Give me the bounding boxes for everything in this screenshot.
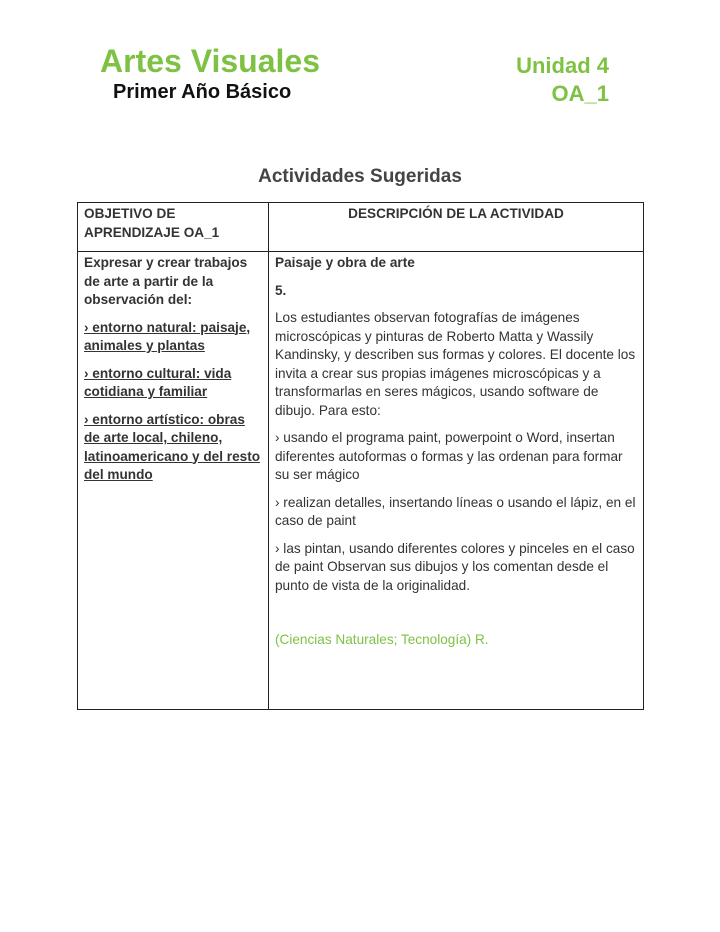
activity-step: › las pintan, usando diferentes colores y pinceles en el caso de paint Observan sus dibujos y los comentan desde el punto de vista de la originalidad. xyxy=(275,540,635,593)
activity-step: › usando el programa paint, powerpoint o Word, insertan diferentes autoformas o formas y las ordenan para formar su ser mágico xyxy=(275,430,623,482)
description-header: DESCRIPCIÓN DE LA ACTIVIDAD xyxy=(269,203,644,252)
unit-label: Unidad 4 xyxy=(516,53,609,78)
subject-title: Artes Visuales xyxy=(100,43,320,79)
objective-item: › entorno natural: paisaje, animales y plantas xyxy=(84,319,251,353)
objective-header: OBJETIVO DE APRENDIZAJE OA_1 xyxy=(78,203,269,252)
cross-curricular-links: (Ciencias Naturales; Tecnología) R. xyxy=(275,632,489,647)
activity-title: Paisaje y obra de arte xyxy=(275,255,415,270)
grade-subtitle: Primer Año Básico xyxy=(113,81,292,103)
oa-label: OA_1 xyxy=(551,81,609,106)
activity-number: 5. xyxy=(275,282,287,298)
activity-step: › realizan detalles, insertando líneas o usando el lápiz, en el caso de paint xyxy=(275,494,636,528)
activity-cell xyxy=(269,252,644,710)
activity-description: Los estudiantes observan fotografías de imágenes microscópicas y pinturas de Roberto Matta y Wassily Kandinsky, y describen sus formas y colores. El docente los invita a crear sus propias imágenes microscópicas y a transformarlas en seres mágicos, usando software de dibujo. Para esto: xyxy=(275,310,636,418)
objective-item: › entorno artístico: obras de arte local, chileno, latinoamericano y del resto del mundo xyxy=(84,411,261,482)
table-header-row xyxy=(78,203,644,252)
objective-cell xyxy=(78,252,269,710)
activities-table xyxy=(77,202,644,710)
objective-intro: Expresar y crear trabajos de arte a partir de la observación del: xyxy=(84,255,248,307)
table-row xyxy=(78,252,644,710)
section-title: Actividades Sugeridas xyxy=(258,166,462,187)
objective-item: › entorno cultural: vida cotidiana y familiar xyxy=(84,365,232,399)
